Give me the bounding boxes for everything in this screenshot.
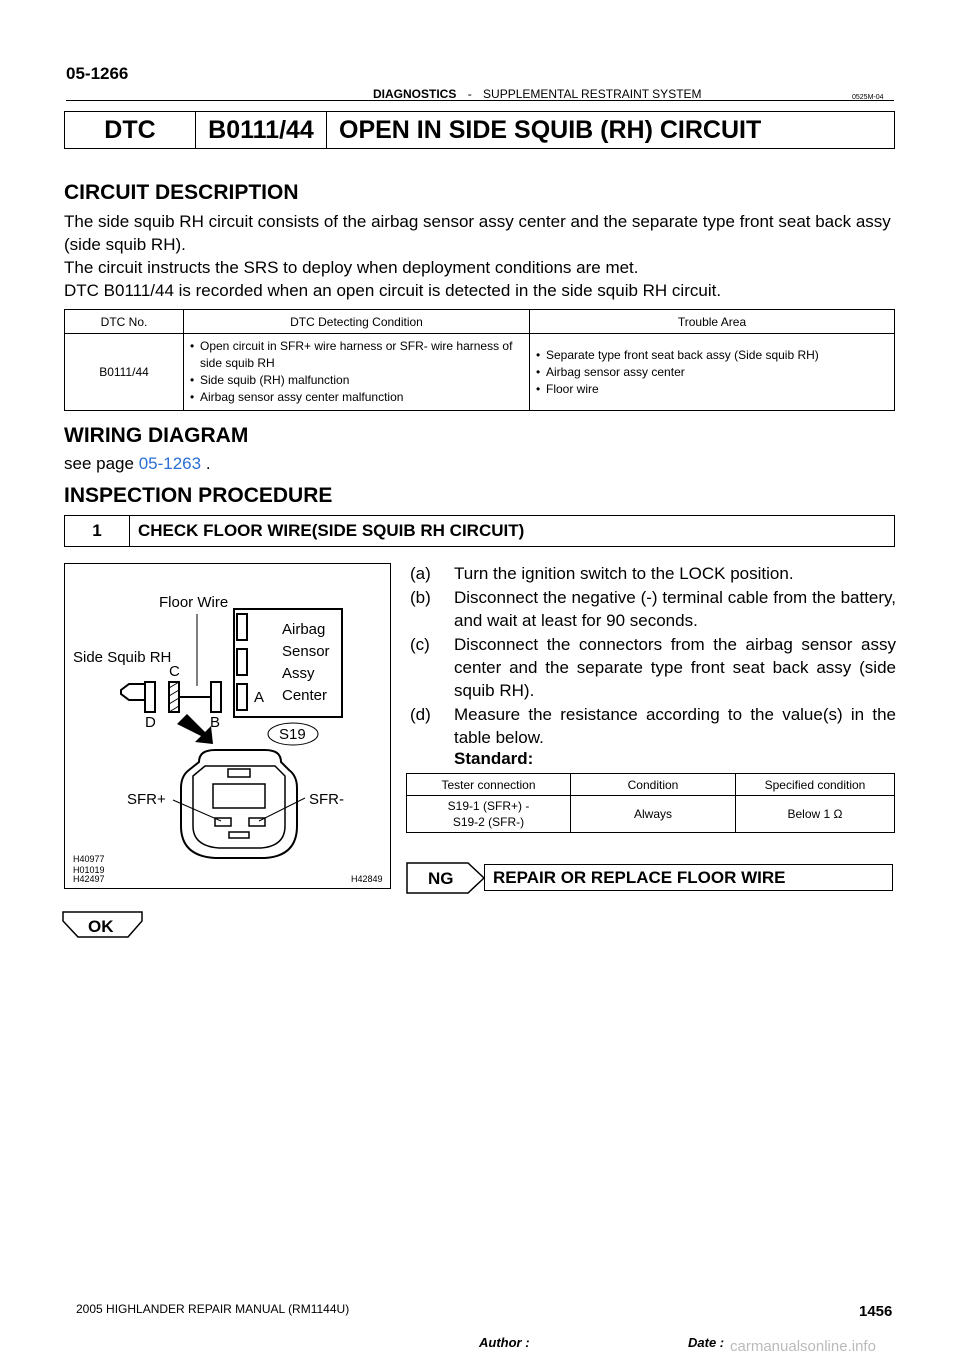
circuit-description — [64, 210, 896, 302]
connector-latch — [213, 784, 265, 808]
watermark: carmanualsonline.info — [730, 1338, 876, 1355]
spec-cell: Below 1 Ω — [736, 796, 895, 833]
wiring-diagram-heading: WIRING DIAGRAM — [64, 424, 249, 447]
std-table-header: Tester connection — [407, 774, 571, 796]
sfr-minus-leader — [259, 798, 305, 821]
connector-label-c: C — [169, 663, 180, 680]
dtc-table — [64, 309, 895, 411]
step-text: Measure the resistance according to the value(s) in the table below. — [454, 705, 896, 747]
description-para-1: The side squib RH circuit consists of the airbag sensor assy center and the separate type front seat back assy (side squib RH). — [64, 212, 891, 254]
condition-cell: Always — [571, 796, 736, 833]
side-squib-label: Side Squib RH — [73, 649, 172, 666]
dtc-no-cell: B0111/44 — [65, 334, 184, 411]
airbag-label-3: Assy — [282, 665, 315, 682]
sfr-plus-label: SFR+ — [127, 791, 166, 808]
dtc-table-header: DTC No. — [65, 310, 184, 334]
connector-id-label: S19 — [279, 726, 306, 743]
step-c — [410, 633, 896, 702]
connector-figure — [64, 563, 391, 889]
step-d — [410, 703, 896, 749]
step-text: Disconnect the negative (-) terminal cable from the battery, and wait at least for 90 seconds. — [454, 588, 896, 630]
tester-connection-line: S19-1 (SFR+) - — [447, 799, 530, 813]
ok-label: OK — [88, 917, 114, 936]
airbag-connector-slot — [237, 684, 247, 710]
tester-connection-line: S19-2 (SFR-) — [452, 815, 525, 829]
tester-connection-cell — [407, 796, 571, 833]
trouble-area-cell — [530, 334, 895, 411]
figure-id: H01019 — [73, 865, 105, 875]
doc-code: 0525M-04 — [852, 94, 884, 101]
header-subsection: SUPPLEMENTAL RESTRAINT SYSTEM — [483, 87, 702, 101]
connector-label-a: A — [254, 689, 265, 706]
airbag-label-4: Center — [282, 687, 328, 704]
header-rule — [66, 100, 894, 101]
header-section: DIAGNOSTICS — [373, 87, 457, 101]
circuit-description-heading: CIRCUIT DESCRIPTION — [64, 181, 299, 204]
wiring-page-link[interactable]: 05-1263 — [138, 454, 202, 473]
standard-table — [406, 773, 895, 833]
step-text: Turn the ignition switch to the LOCK position. — [454, 564, 794, 583]
std-table-header: Condition — [571, 774, 736, 796]
area-item: • Separate type front seat back assy (Side squib RH) — [536, 347, 888, 364]
area-item: • Floor wire — [536, 381, 888, 398]
connector-face-inner — [193, 766, 285, 848]
description-para-3: DTC B0111/44 is recorded when an open circuit is detected in the side squib RH circuit. — [64, 281, 722, 300]
dtc-table-header: Trouble Area — [530, 310, 895, 334]
step-label: (b) — [410, 588, 431, 607]
step-b — [410, 586, 896, 632]
connector-d — [145, 682, 155, 712]
detecting-condition-cell — [184, 334, 530, 411]
dtc-name: OPEN IN SIDE SQUIB (RH) CIRCUIT — [339, 115, 762, 144]
ng-label: NG — [428, 869, 454, 888]
header-separator: - — [467, 87, 472, 101]
step-a — [410, 562, 896, 585]
running-header — [373, 87, 702, 101]
step-label: (d) — [410, 705, 431, 724]
step-1-box — [64, 515, 895, 547]
floor-wire-label: Floor Wire — [159, 594, 229, 611]
connector-c — [169, 682, 179, 712]
airbag-connector-slot — [237, 649, 247, 675]
ng-action: REPAIR OR REPLACE FLOOR WIRE — [484, 864, 893, 891]
sfr-minus-label: SFR- — [309, 791, 344, 808]
airbag-label-1: Airbag — [282, 621, 326, 638]
figure-id: H40977 — [73, 854, 105, 864]
wiring-text: see page — [64, 454, 134, 473]
dtc-code: B0111/44 — [196, 112, 327, 148]
airbag-label-2: Sensor — [282, 643, 330, 660]
connector-label-d: D — [145, 714, 156, 731]
std-table-header: Specified condition — [736, 774, 895, 796]
dtc-label: DTC — [65, 112, 196, 148]
wiring-suffix: . — [205, 454, 211, 473]
inspection-heading: INSPECTION PROCEDURE — [64, 484, 333, 507]
step-number: 1 — [65, 516, 130, 546]
area-item: • Airbag sensor assy center — [536, 364, 888, 381]
footer-page: 1456 — [859, 1303, 893, 1320]
step-title: CHECK FLOOR WIRE(SIDE SQUIB RH CIRCUIT) — [138, 521, 525, 540]
connector-b — [211, 682, 221, 712]
ok-tab — [62, 911, 144, 939]
standard-label: Standard: — [454, 749, 534, 768]
ng-arrow — [406, 862, 486, 894]
page-code: 05-1266 — [66, 64, 129, 83]
step-label: (c) — [410, 635, 430, 654]
side-squib-plug — [121, 684, 145, 700]
connector-diagram — [65, 564, 390, 888]
connector-label-b: B — [210, 714, 221, 731]
dtc-title-box — [64, 111, 895, 149]
figure-id: H42497 — [73, 874, 105, 884]
condition-item: • Side squib (RH) malfunction — [190, 372, 523, 389]
condition-item: • Airbag sensor assy center malfunction — [190, 389, 523, 406]
footer-author: Author : — [479, 1335, 530, 1350]
step-text: Disconnect the connectors from the airbag sensor assy center and the separate type front seat back assy (side squib RH). — [454, 635, 896, 700]
arrow-icon — [177, 714, 213, 744]
step-label: (a) — [410, 564, 431, 583]
dtc-table-header: DTC Detecting Condition — [184, 310, 530, 334]
footer-manual: 2005 HIGHLANDER REPAIR MANUAL (RM1144U) — [76, 1302, 350, 1316]
wiring-reference — [64, 452, 211, 475]
condition-item: • Open circuit in SFR+ wire harness or SFR- wire harness of side squib RH — [190, 338, 523, 372]
footer-date: Date : — [688, 1335, 725, 1350]
figure-id: H42849 — [351, 874, 383, 884]
description-para-2: The circuit instructs the SRS to deploy when deployment conditions are met. — [64, 258, 639, 277]
airbag-connector-slot — [237, 614, 247, 640]
